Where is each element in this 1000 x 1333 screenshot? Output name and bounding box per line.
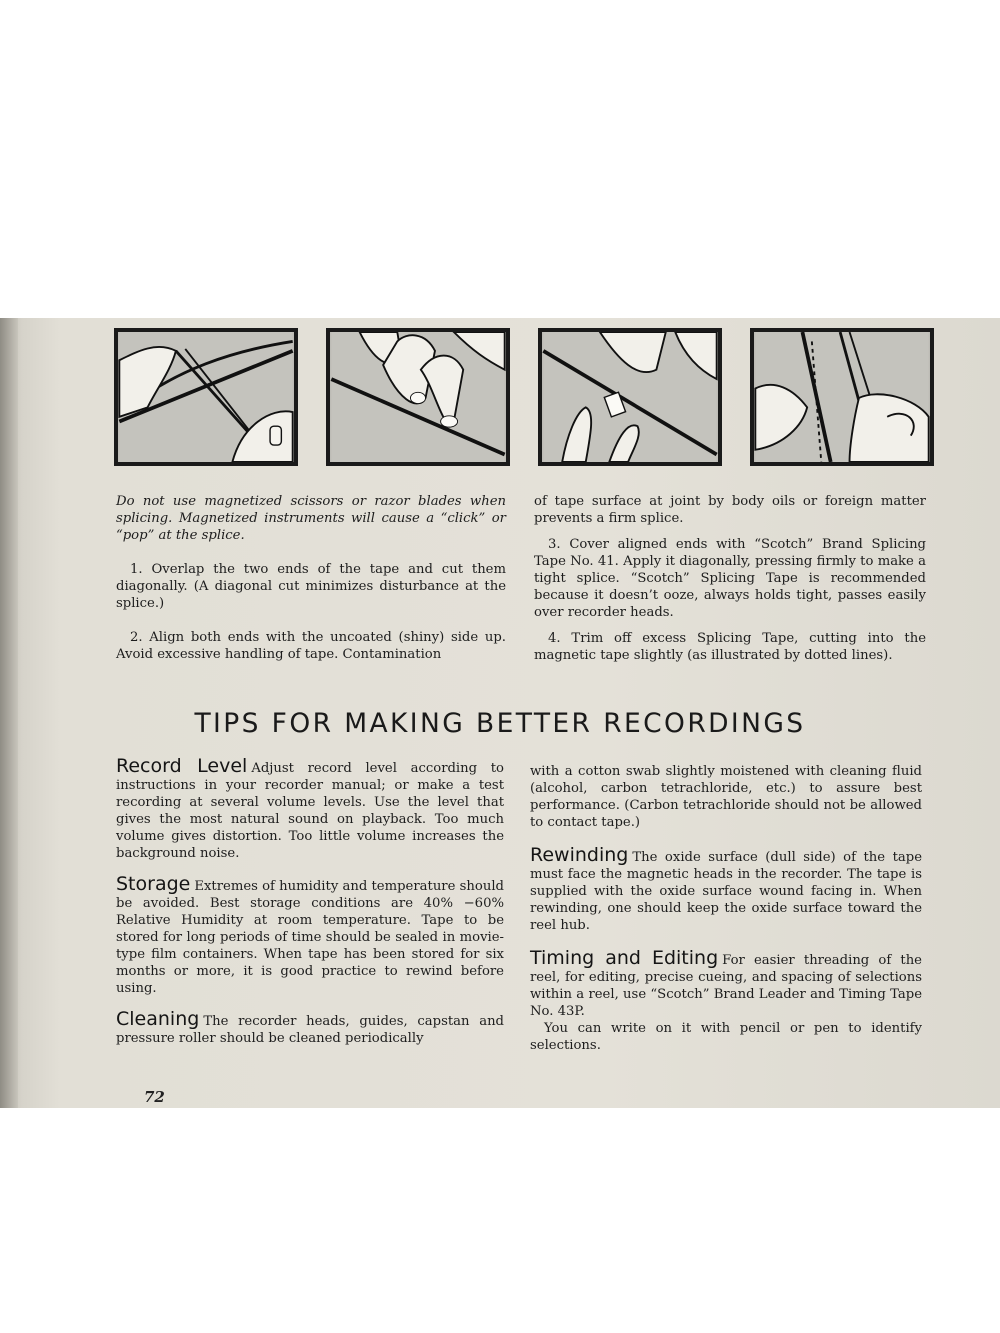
splicing-left-column (116, 493, 506, 663)
splicing-step-1: 1. Overlap the two ends of the tape and cut them diagonally. (A diagonal cut minimizes disturbance at the splice.) (116, 562, 506, 611)
record-level-text: Adjust record level according to instructions in your recorder manual; or make a test recording at several volume levels. Use the level that gives the most natural sound on playback. Too much volume gives distortion. Too little volume increases the background noise. (116, 761, 504, 861)
overlap-and-cut-illustration (114, 328, 298, 466)
tips-right-column (530, 763, 922, 1054)
rewinding-text: The oxide surface (dull side) of the tape must face the magnetic heads in the recorder. The tape is supplied with the oxide surface wound facing in. When rewinding, one should keep the oxide surface toward the reel hub. (530, 850, 922, 933)
cover-with-splicing-tape-illustration (538, 328, 722, 466)
tips-heading: TIPS FOR MAKING BETTER RECORDINGS (194, 708, 806, 739)
record-level-title: Record Level (116, 755, 248, 777)
scissors-trimming-tape-drawing (754, 332, 930, 462)
timing-title: Timing and Editing (530, 947, 719, 969)
timing-section (530, 947, 922, 1020)
page-number: 72 (144, 1088, 165, 1106)
storage-section (116, 873, 504, 997)
cleaning-text: The recorder heads, guides, capstan and pressure roller should be cleaned periodically (116, 1014, 504, 1046)
scissors-cutting-tape-drawing (118, 332, 294, 462)
splicing-warning: Do not use magnetized scissors or razor blades when splicing. Magnetized instruments will cause a “click” or “pop” at the splice. (116, 494, 506, 543)
timing-note: You can write on it with pencil or pen to identify selections. (530, 1021, 922, 1053)
fingers-aligning-tape-drawing (330, 332, 506, 462)
storage-text: Extremes of humidity and temperature should be avoided. Best storage conditions are 40% −60% Relative Humidity at room temperature. Tape to be stored for long periods of time should be sealed in movie-type film containers. When tape has been stored for six months or more, it is good practice to rewind before using. (116, 879, 504, 996)
cleaning-title: Cleaning (116, 1008, 200, 1030)
splicing-step-2: 2. Align both ends with the uncoated (shiny) side up. Avoid excessive handling of tape. Contamination (116, 630, 506, 662)
splicing-step-4: 4. Trim off excess Splicing Tape, cutting into the magnetic tape slightly (as illustrated by dotted lines). (534, 631, 926, 663)
rewinding-title: Rewinding (530, 844, 629, 866)
storage-title: Storage (116, 873, 191, 895)
splicing-step-3: 3. Cover aligned ends with “Scotch” Brand Splicing Tape No. 41. Apply it diagonally, pressing firmly to make a tight splice. “Scotch” Splicing Tape is recommended because it doesn’t ooze, always holds tight, passes easily over recorder heads. (534, 537, 926, 620)
trim-excess-illustration (750, 328, 934, 466)
tips-left-column (116, 755, 504, 1047)
cleaning-section (116, 1008, 504, 1047)
record-level-section (116, 755, 504, 862)
rewinding-section (530, 844, 922, 934)
cleaning-continued: with a cotton swab slightly moistened with cleaning fluid (alcohol, carbon tetrachloride, etc.) to assure best performance. (Carbon tetrachloride should not be allowed to contact tape.) (530, 764, 922, 830)
splicing-step-2-continued: of tape surface at joint by body oils or foreign matter prevents a firm splice. (534, 494, 926, 526)
align-ends-illustration (326, 328, 510, 466)
applying-splicing-tape-drawing (542, 332, 718, 462)
timing-text: For easier threading of the reel, for editing, precise cueing, and spacing of selections within a reel, use “Scotch” Brand Leader and Timing Tape No. 43P. (530, 953, 922, 1019)
splicing-right-column (534, 493, 926, 664)
